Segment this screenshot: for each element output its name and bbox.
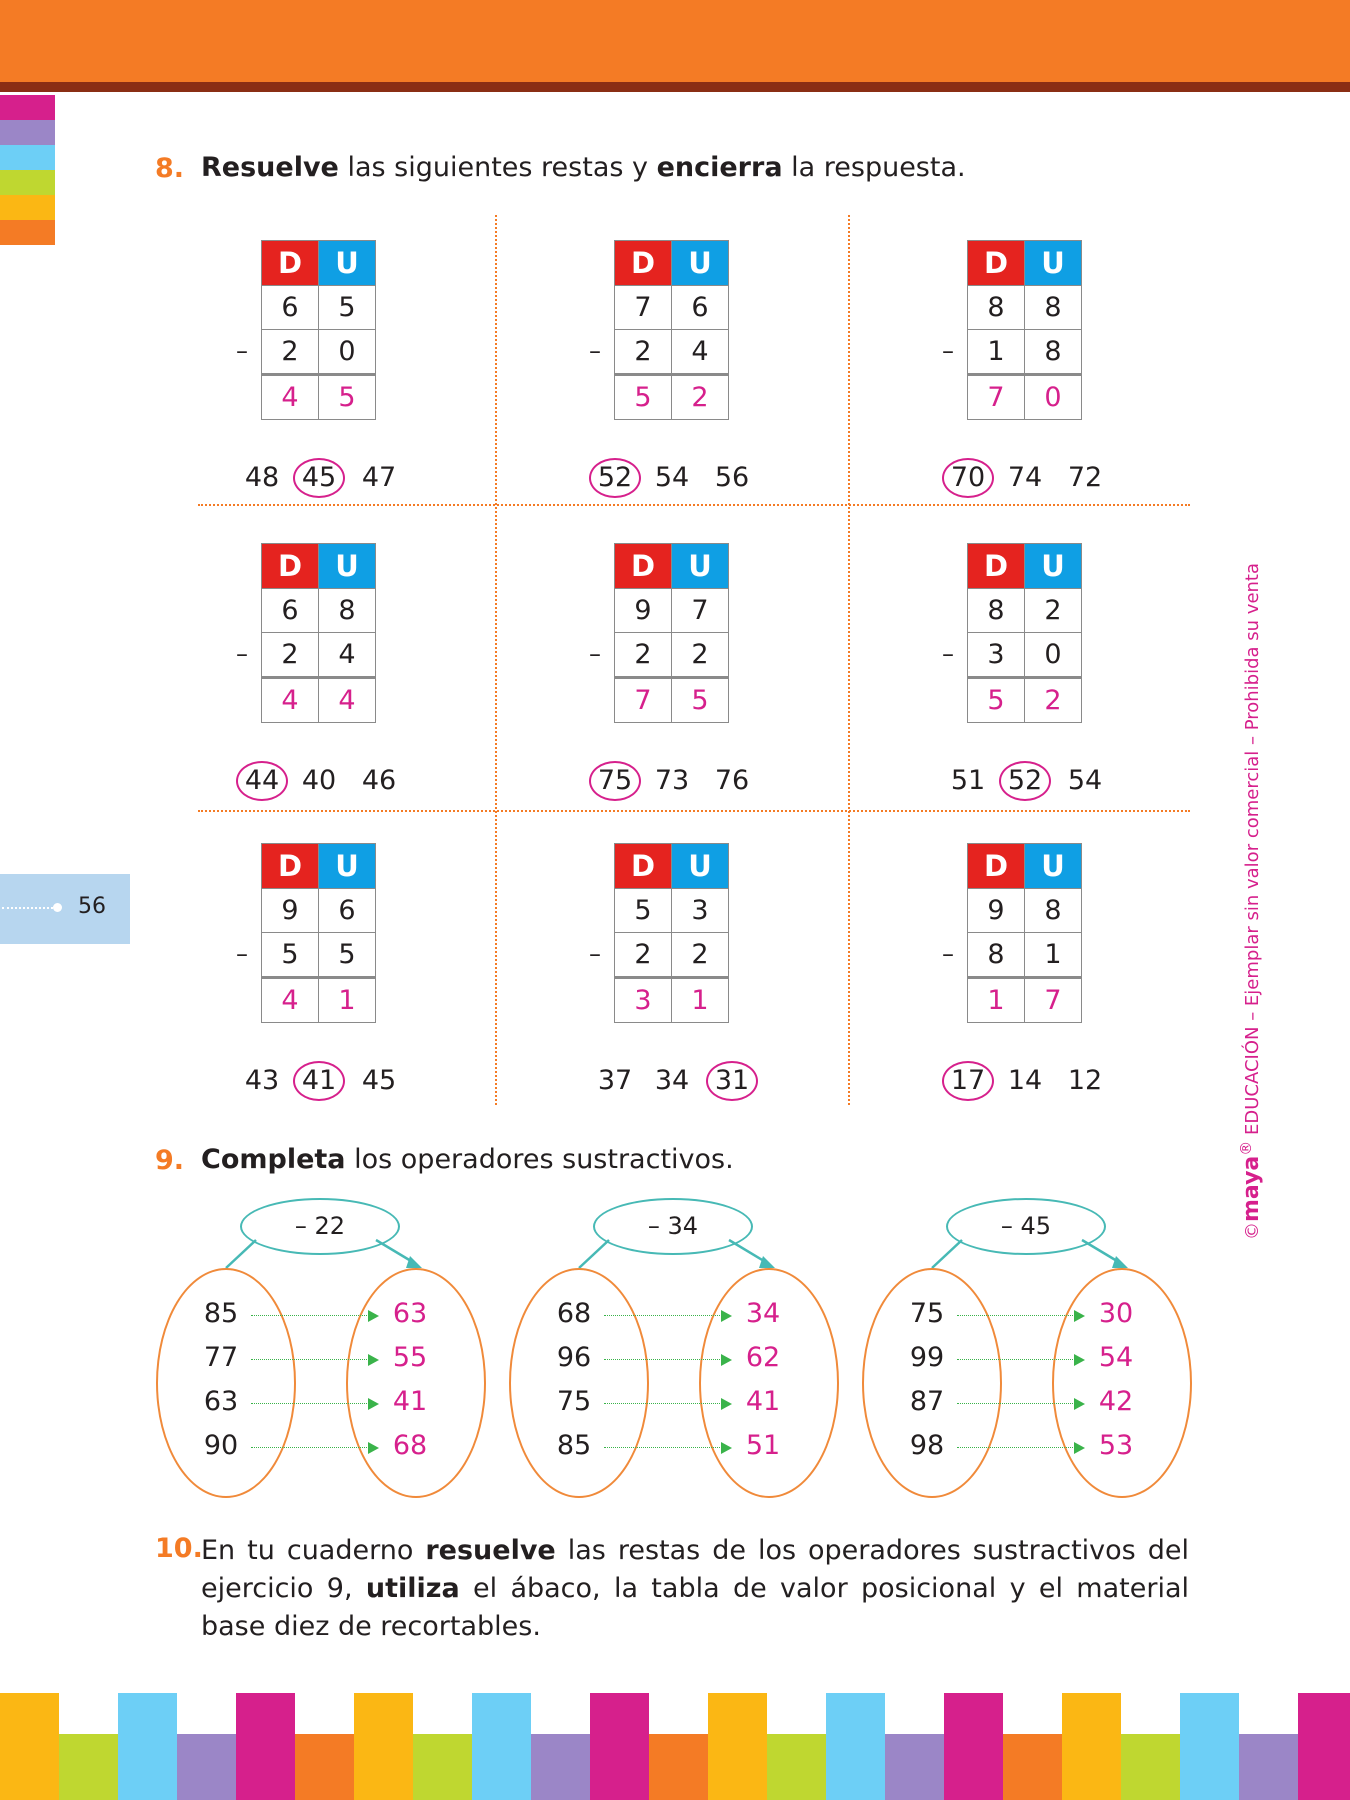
page-number: 56: [78, 894, 106, 919]
arrow-head-icon: [368, 1442, 379, 1454]
minuend-units: 6: [672, 286, 729, 330]
answer-option[interactable]: 73: [654, 765, 690, 796]
minus-sign: –: [589, 640, 601, 668]
answer-option[interactable]: 54: [1067, 765, 1103, 796]
result-units: 2: [672, 375, 729, 420]
bottom-color-column: [0, 1693, 59, 1800]
result-tens: 5: [968, 678, 1025, 723]
grid-separator: [495, 215, 497, 1105]
result-units: 5: [319, 375, 376, 420]
bottom-color-column: [413, 1734, 472, 1800]
minuend-tens: 9: [615, 589, 672, 633]
subtrahend-tens: 2: [615, 633, 672, 678]
place-value-table: [614, 543, 729, 723]
bottom-color-column: [1003, 1734, 1062, 1800]
answer-option-circled[interactable]: 31: [704, 1065, 760, 1096]
copyright-side-note: ©maya® EDUCACIÓN – Ejemplar sin valor comercial – Prohibida su venta: [1237, 562, 1264, 1240]
input-number: 85: [203, 1298, 239, 1329]
answer-option[interactable]: 54: [654, 462, 690, 493]
place-value-table: [967, 543, 1082, 723]
answer-option[interactable]: 46: [361, 765, 397, 796]
place-value-table: [967, 843, 1082, 1023]
units-header: U: [319, 241, 376, 286]
subtraction-problem: [552, 543, 752, 843]
bottom-color-column: [944, 1693, 1003, 1800]
answer-option-circled[interactable]: 52: [997, 765, 1053, 796]
result-units: 7: [1025, 978, 1082, 1023]
result-tens: 3: [615, 978, 672, 1023]
subtraction-problem: [199, 843, 399, 1143]
subtrahend-tens: 5: [262, 933, 319, 978]
output-number[interactable]: 51: [745, 1430, 781, 1461]
result-units: 1: [672, 978, 729, 1023]
input-number: 77: [203, 1342, 239, 1373]
mapping-arrow: [251, 1403, 371, 1404]
minuend-tens: 6: [262, 589, 319, 633]
arrow-head-icon: [368, 1398, 379, 1410]
output-number[interactable]: 34: [745, 1298, 781, 1329]
minuend-tens: 6: [262, 286, 319, 330]
answer-option[interactable]: 43: [244, 1065, 280, 1096]
place-value-table: [261, 240, 376, 420]
minus-sign: –: [589, 337, 601, 365]
subtrahend-units: 0: [319, 330, 376, 375]
arrow-head-icon: [721, 1398, 732, 1410]
subtraction-problem: [905, 543, 1105, 843]
units-header: U: [672, 544, 729, 589]
subtrahend-units: 1: [1025, 933, 1082, 978]
arrow-head-icon: [721, 1310, 732, 1322]
result-units: 5: [672, 678, 729, 723]
input-number: 75: [909, 1298, 945, 1329]
units-header: U: [319, 544, 376, 589]
bottom-color-column: [1298, 1693, 1350, 1800]
subtraction-problem: [905, 240, 1105, 540]
mapping-arrow: [604, 1447, 724, 1448]
minuend-units: 8: [319, 589, 376, 633]
minuend-units: 7: [672, 589, 729, 633]
operator-arrows: [156, 1198, 486, 1278]
grid-separator: [848, 215, 850, 1105]
arrow-head-icon: [1074, 1310, 1085, 1322]
answer-option[interactable]: 14: [1007, 1065, 1043, 1096]
units-header: U: [1025, 241, 1082, 286]
units-header: U: [672, 844, 729, 889]
bottom-color-column: [118, 1693, 177, 1800]
answer-option-circled[interactable]: 75: [587, 765, 643, 796]
subtrahend-units: 5: [319, 933, 376, 978]
exercise-10-instruction: En tu cuaderno resuelve las restas de los operadores sustractivos del ejercicio 9, utiliza el ábaco, la tabla de valor posicional y el material base diez de recortables.: [201, 1535, 1189, 1642]
exercise-8-number: 8.: [155, 153, 185, 184]
result-tens: 4: [262, 678, 319, 723]
answer-option[interactable]: 40: [301, 765, 337, 796]
answer-option[interactable]: 45: [361, 1065, 397, 1096]
mapping-arrow: [957, 1315, 1077, 1316]
input-number: 90: [203, 1430, 239, 1461]
bottom-color-column: [590, 1693, 649, 1800]
subtraction-problem: [905, 843, 1105, 1143]
answer-option-circled[interactable]: 41: [291, 1065, 347, 1096]
place-value-table: [614, 843, 729, 1023]
mapping-arrow: [251, 1447, 371, 1448]
arrow-head-icon: [721, 1354, 732, 1366]
bottom-color-column: [826, 1693, 885, 1800]
bottom-color-column: [177, 1734, 236, 1800]
minus-sign: –: [236, 640, 248, 668]
answer-option[interactable]: 72: [1067, 462, 1103, 493]
result-tens: 5: [615, 375, 672, 420]
minus-sign: –: [942, 640, 954, 668]
tens-header: D: [262, 844, 319, 889]
bottom-color-column: [708, 1693, 767, 1800]
input-number: 75: [556, 1386, 592, 1417]
minuend-tens: 9: [262, 889, 319, 933]
minus-sign: –: [942, 337, 954, 365]
mapping-arrow: [957, 1359, 1077, 1360]
minuend-tens: 9: [968, 889, 1025, 933]
tens-header: D: [968, 844, 1025, 889]
arrow-head-icon: [368, 1310, 379, 1322]
subtrahend-units: 0: [1025, 633, 1082, 678]
minuend-units: 8: [1025, 286, 1082, 330]
answer-option[interactable]: 48: [244, 462, 280, 493]
subtrahend-units: 2: [672, 633, 729, 678]
tens-header: D: [615, 544, 672, 589]
subtraction-problem: [199, 543, 399, 843]
subtraction-problem: [199, 240, 399, 540]
units-header: U: [319, 844, 376, 889]
minuend-units: 2: [1025, 589, 1082, 633]
operator-label: – 34: [593, 1198, 753, 1255]
answer-option[interactable]: 56: [714, 462, 750, 493]
result-tens: 1: [968, 978, 1025, 1023]
bottom-color-column: [472, 1693, 531, 1800]
answer-option-circled[interactable]: 17: [940, 1065, 996, 1096]
minus-sign: –: [942, 940, 954, 968]
answer-option[interactable]: 12: [1067, 1065, 1103, 1096]
result-tens: 7: [615, 678, 672, 723]
subtraction-problem: [552, 240, 752, 540]
minuend-tens: 8: [968, 589, 1025, 633]
operator-label: – 45: [946, 1198, 1106, 1255]
place-value-table: [261, 843, 376, 1023]
subtrahend-tens: 3: [968, 633, 1025, 678]
minus-sign: –: [236, 940, 248, 968]
subtrahend-tens: 2: [262, 330, 319, 375]
bottom-color-column: [531, 1734, 590, 1800]
subtrahend-tens: 2: [615, 330, 672, 375]
result-units: 4: [319, 678, 376, 723]
input-number: 96: [556, 1342, 592, 1373]
top-banner-line: [0, 82, 1350, 92]
bottom-color-column: [885, 1734, 944, 1800]
result-units: 2: [1025, 678, 1082, 723]
answer-option[interactable]: 74: [1007, 462, 1043, 493]
result-units: 1: [319, 978, 376, 1023]
mapping-arrow: [957, 1447, 1077, 1448]
output-number[interactable]: 42: [1098, 1386, 1134, 1417]
input-number: 87: [909, 1386, 945, 1417]
answer-option-circled[interactable]: 45: [291, 462, 347, 493]
bottom-color-column: [767, 1734, 826, 1800]
bottom-color-column: [59, 1734, 118, 1800]
output-number[interactable]: 41: [745, 1386, 781, 1417]
mapping-arrow: [604, 1359, 724, 1360]
minuend-tens: 5: [615, 889, 672, 933]
arrow-head-icon: [1074, 1398, 1085, 1410]
bottom-color-column: [1121, 1734, 1180, 1800]
subtrahend-units: 4: [672, 330, 729, 375]
output-number[interactable]: 68: [392, 1430, 428, 1461]
subtrahend-units: 2: [672, 933, 729, 978]
answer-option-circled[interactable]: 44: [234, 765, 290, 796]
answer-option[interactable]: 37: [597, 1065, 633, 1096]
tens-header: D: [615, 844, 672, 889]
output-number[interactable]: 41: [392, 1386, 428, 1417]
tens-header: D: [968, 241, 1025, 286]
bottom-color-column: [354, 1693, 413, 1800]
answer-option[interactable]: 47: [361, 462, 397, 493]
mapping-arrow: [957, 1403, 1077, 1404]
input-number: 63: [203, 1386, 239, 1417]
bottom-color-column: [1239, 1734, 1298, 1800]
input-number: 68: [556, 1298, 592, 1329]
input-number: 99: [909, 1342, 945, 1373]
result-tens: 4: [262, 375, 319, 420]
subtraction-problem: [552, 843, 752, 1143]
output-number[interactable]: 63: [392, 1298, 428, 1329]
minus-sign: –: [236, 337, 248, 365]
output-number[interactable]: 55: [392, 1342, 428, 1373]
output-number[interactable]: 54: [1098, 1342, 1134, 1373]
subtrahend-tens: 2: [262, 633, 319, 678]
exercise-9-number: 9.: [155, 1145, 185, 1176]
subtrahend-units: 4: [319, 633, 376, 678]
mapping-arrow: [251, 1315, 371, 1316]
exercise-9-instruction: Completa los operadores sustractivos.: [201, 1144, 734, 1175]
answer-option[interactable]: 76: [714, 765, 750, 796]
arrow-head-icon: [721, 1442, 732, 1454]
mapping-arrow: [251, 1359, 371, 1360]
place-value-table: [261, 543, 376, 723]
operator-label: – 22: [240, 1198, 400, 1255]
exercise-8-instruction: Resuelve las siguientes restas y encierra la respuesta.: [201, 152, 966, 183]
output-number[interactable]: 30: [1098, 1298, 1134, 1329]
tens-header: D: [262, 544, 319, 589]
input-number: 85: [556, 1430, 592, 1461]
operator-arrows: [862, 1198, 1192, 1278]
subtrahend-units: 8: [1025, 330, 1082, 375]
top-banner: [0, 0, 1350, 82]
result-units: 0: [1025, 375, 1082, 420]
answer-option-circled[interactable]: 70: [940, 462, 996, 493]
units-header: U: [672, 241, 729, 286]
place-value-table: [614, 240, 729, 420]
arrow-head-icon: [1074, 1442, 1085, 1454]
mapping-arrow: [604, 1315, 724, 1316]
operator-arrows: [509, 1198, 839, 1278]
minuend-tens: 7: [615, 286, 672, 330]
subtrahend-tens: 2: [615, 933, 672, 978]
bottom-color-column: [236, 1693, 295, 1800]
result-tens: 7: [968, 375, 1025, 420]
arrow-head-icon: [1074, 1354, 1085, 1366]
bottom-color-column: [1062, 1693, 1121, 1800]
bottom-color-column: [649, 1734, 708, 1800]
minuend-units: 5: [319, 286, 376, 330]
bottom-color-column: [1180, 1693, 1239, 1800]
page-number-tab: [0, 874, 130, 944]
place-value-table: [967, 240, 1082, 420]
units-header: U: [1025, 844, 1082, 889]
tens-header: D: [968, 544, 1025, 589]
subtrahend-tens: 8: [968, 933, 1025, 978]
units-header: U: [1025, 544, 1082, 589]
minuend-tens: 8: [968, 286, 1025, 330]
tens-header: D: [615, 241, 672, 286]
bottom-color-column: [295, 1734, 354, 1800]
exercise-10-number: 10.: [155, 1533, 203, 1564]
mapping-arrow: [604, 1403, 724, 1404]
subtrahend-tens: 1: [968, 330, 1025, 375]
minuend-units: 8: [1025, 889, 1082, 933]
arrow-head-icon: [368, 1354, 379, 1366]
answer-option-circled[interactable]: 52: [587, 462, 643, 493]
output-number[interactable]: 62: [745, 1342, 781, 1373]
minuend-units: 6: [319, 889, 376, 933]
input-number: 98: [909, 1430, 945, 1461]
answer-option[interactable]: 34: [654, 1065, 690, 1096]
tens-header: D: [262, 241, 319, 286]
output-number[interactable]: 53: [1098, 1430, 1134, 1461]
result-tens: 4: [262, 978, 319, 1023]
minuend-units: 3: [672, 889, 729, 933]
minus-sign: –: [589, 940, 601, 968]
answer-option[interactable]: 51: [950, 765, 986, 796]
